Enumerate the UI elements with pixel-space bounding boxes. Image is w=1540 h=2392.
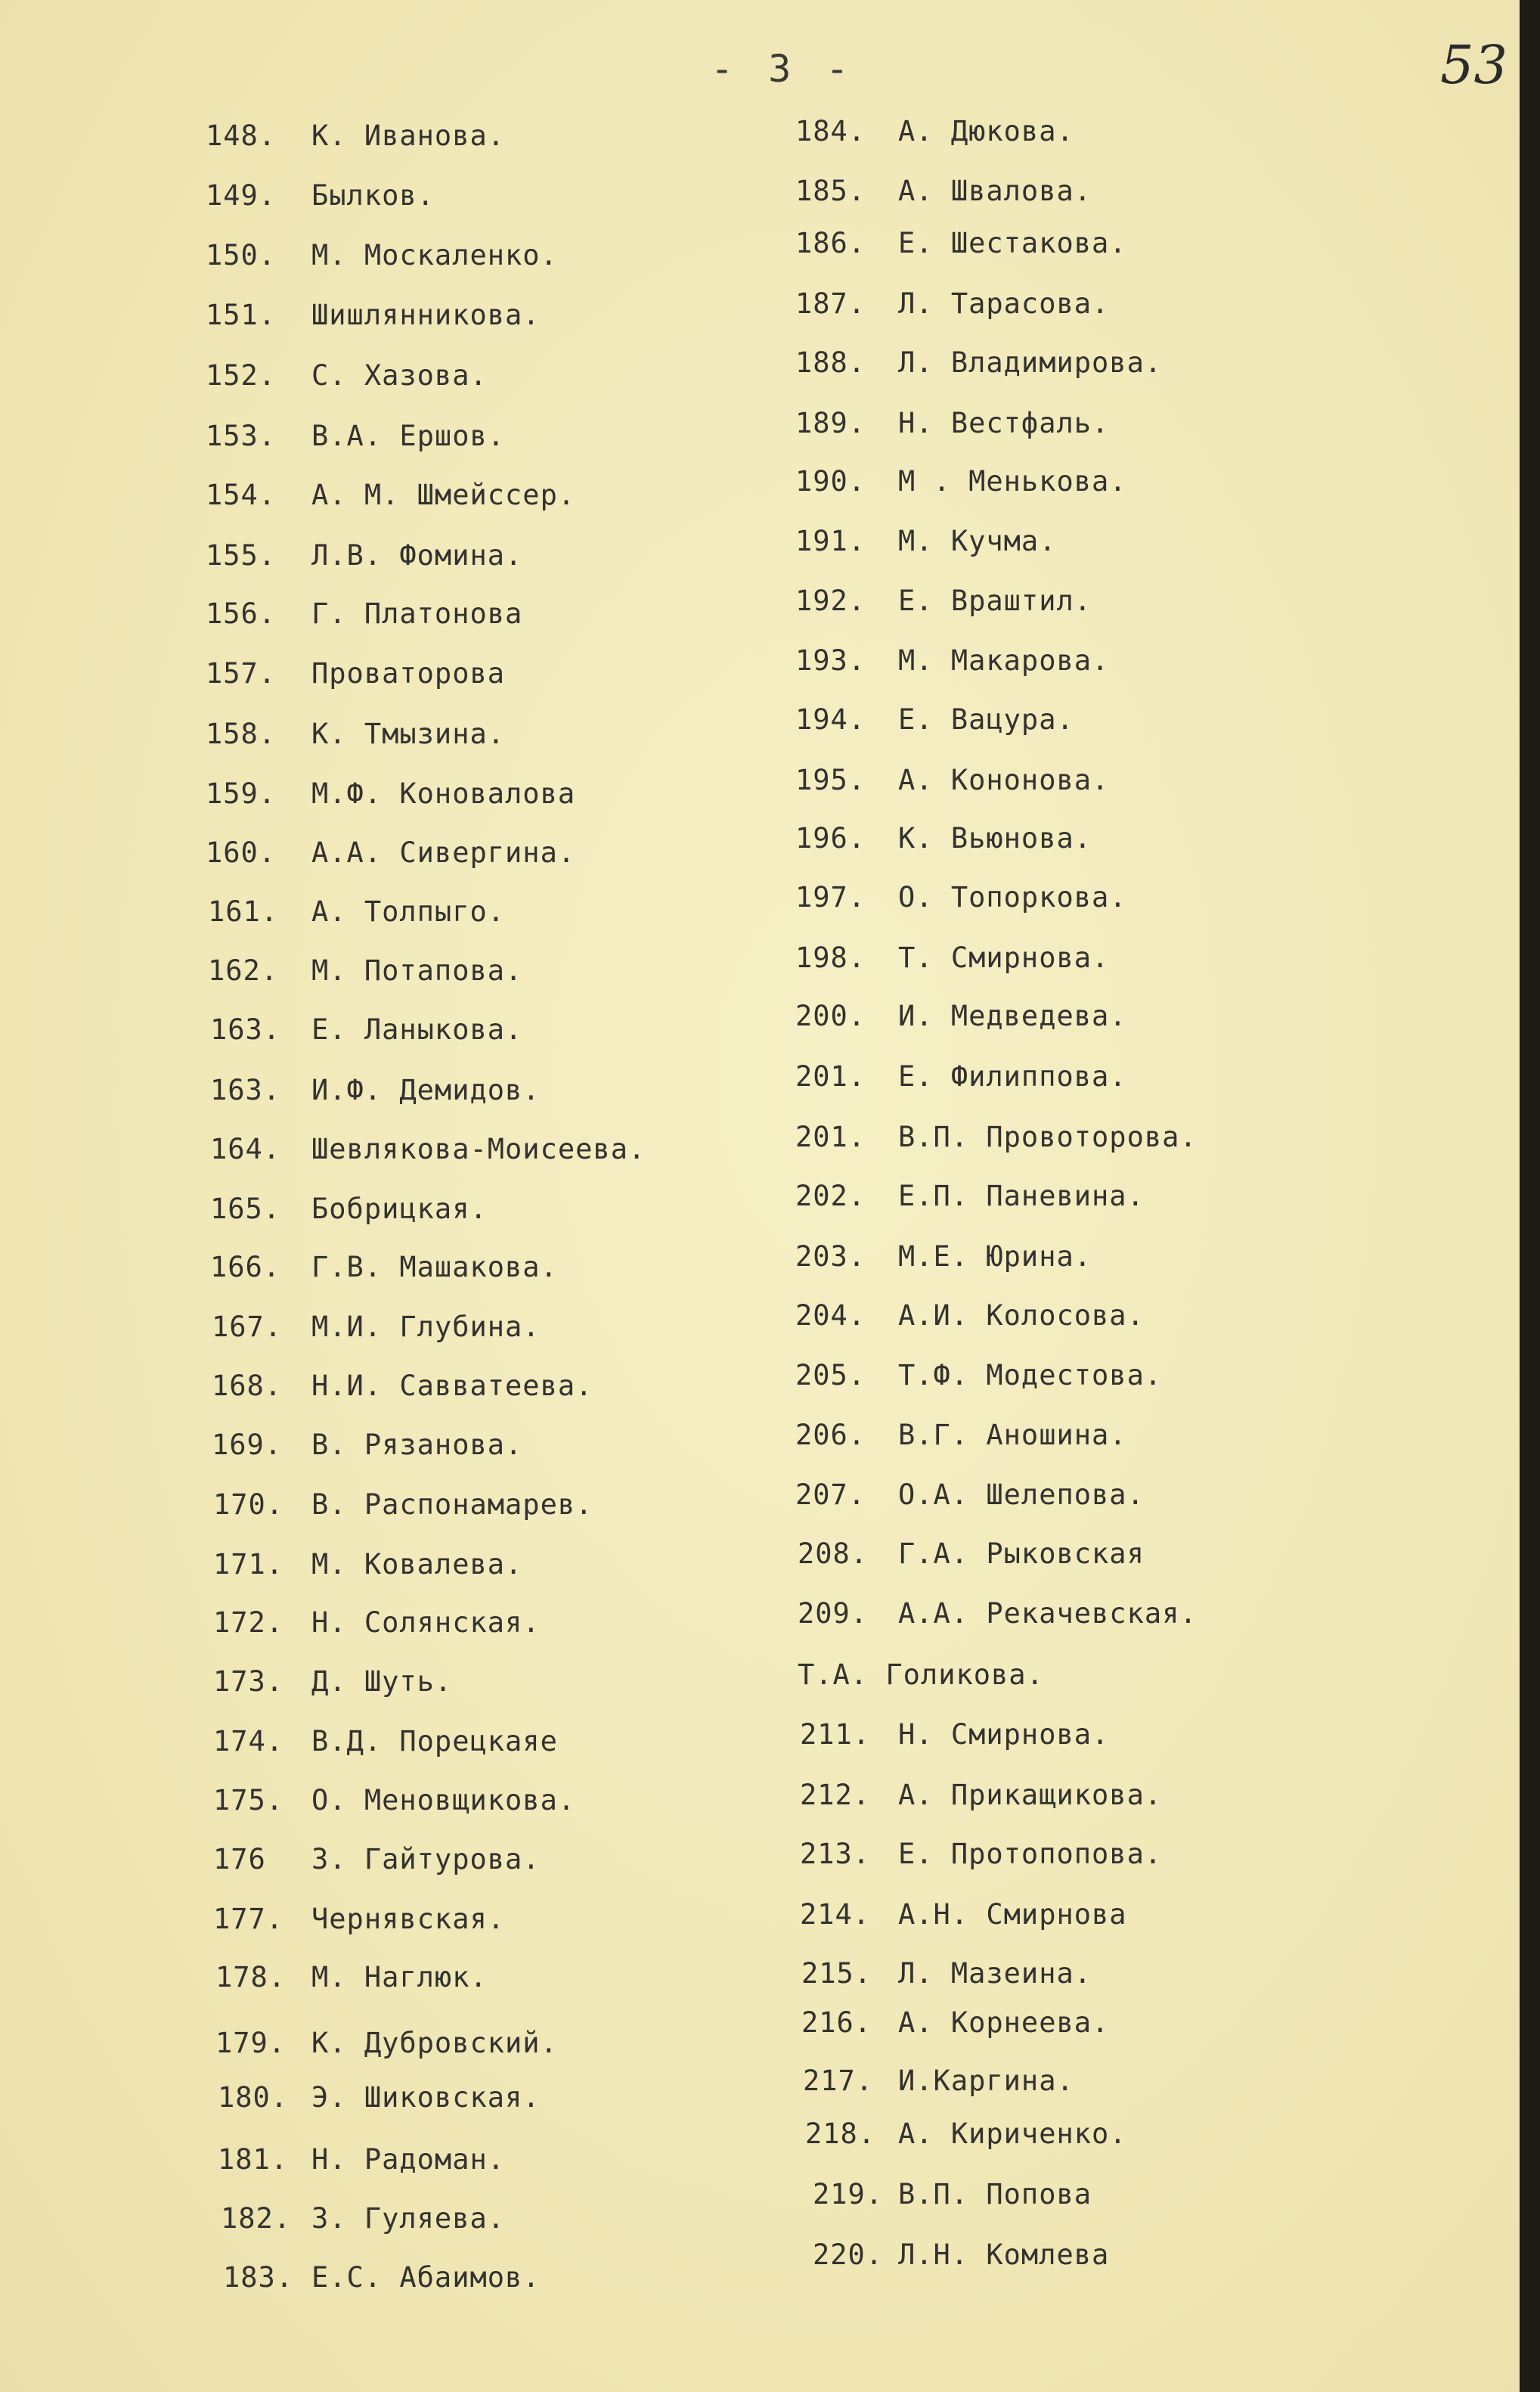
entry-number: 154. bbox=[206, 479, 277, 511]
entry-number: 165. bbox=[210, 1193, 281, 1225]
entry-number: 201. bbox=[795, 1121, 866, 1153]
entry-name: Г.А. Рыковская bbox=[898, 1537, 1145, 1570]
entry-number: 187. bbox=[795, 287, 866, 320]
list-item bbox=[795, 346, 1163, 379]
entry-name: М. Ковалева. bbox=[311, 1548, 523, 1581]
entry-number: 195. bbox=[795, 764, 866, 796]
entry-number: 184. bbox=[795, 115, 866, 147]
entry-number: 168. bbox=[212, 1370, 283, 1402]
entry-name: Э. Шиковская. bbox=[311, 2081, 541, 2114]
entry-number: 170. bbox=[213, 1488, 284, 1521]
entry-number: 161. bbox=[208, 895, 279, 928]
list-item bbox=[210, 1074, 541, 1106]
list-item bbox=[213, 1843, 541, 1875]
list-item bbox=[210, 1013, 523, 1046]
list-item bbox=[218, 2081, 541, 2114]
list-item bbox=[213, 1665, 453, 1698]
list-item bbox=[800, 1838, 1163, 1870]
list-item bbox=[798, 1597, 1198, 1630]
list-item bbox=[210, 1133, 646, 1165]
entry-number: 183. bbox=[223, 2261, 294, 2294]
entry-name: М.Е. Юрина. bbox=[898, 1240, 1092, 1273]
entry-number: 202. bbox=[795, 1180, 866, 1212]
list-item bbox=[213, 1488, 593, 1521]
list-item bbox=[795, 644, 1110, 677]
entry-name: В. Распонамарев. bbox=[311, 1488, 593, 1521]
entry-number: 177. bbox=[213, 1903, 284, 1935]
entry-number: 153. bbox=[206, 420, 277, 452]
list-item bbox=[206, 718, 506, 750]
list-item bbox=[795, 287, 1110, 320]
entry-number: 176 bbox=[213, 1843, 266, 1875]
entry-name: А. Толпыго. bbox=[311, 895, 506, 928]
entry-number: 157. bbox=[206, 657, 277, 690]
list-item bbox=[210, 1193, 488, 1225]
list-item bbox=[212, 1370, 593, 1402]
entry-number: 196. bbox=[795, 822, 866, 855]
entry-number: 211. bbox=[800, 1718, 871, 1751]
entry-number: 178. bbox=[215, 1961, 287, 1993]
entry-name: С. Хазова. bbox=[311, 359, 488, 392]
list-item bbox=[795, 703, 1074, 736]
entry-number: 190. bbox=[795, 465, 866, 498]
list-item bbox=[800, 1779, 1163, 1811]
entry-name: К. Тмызина. bbox=[311, 718, 506, 750]
list-item bbox=[210, 1251, 558, 1283]
list-item bbox=[206, 657, 506, 690]
entry-name: Е. Шестакова. bbox=[898, 227, 1127, 259]
entry-number: 214. bbox=[800, 1898, 871, 1931]
entry-number: 206. bbox=[795, 1419, 866, 1451]
list-item bbox=[795, 942, 1110, 974]
list-item bbox=[213, 1784, 576, 1816]
entry-number: 186. bbox=[795, 227, 866, 259]
entry-name: Е. Вацура. bbox=[898, 703, 1074, 736]
entry-number: 163. bbox=[210, 1074, 281, 1106]
entry-name: Проваторова bbox=[311, 657, 506, 690]
entry-name: Л. Тарасова. bbox=[898, 287, 1110, 320]
list-item bbox=[795, 1000, 1127, 1032]
list-item bbox=[795, 115, 1074, 147]
entry-name: Л.В. Фомина. bbox=[311, 539, 523, 572]
list-item bbox=[795, 881, 1127, 914]
entry-name: Л. Владимирова. bbox=[898, 346, 1163, 379]
entry-name: Н.И. Савватеева. bbox=[311, 1370, 593, 1402]
list-item bbox=[800, 1718, 1110, 1751]
entry-number: 201. bbox=[795, 1060, 866, 1093]
entry-name: Л. Мазеина. bbox=[898, 1957, 1092, 1990]
entry-number: 193. bbox=[795, 644, 866, 677]
list-item bbox=[213, 1725, 558, 1758]
entry-name: Н. Солянская. bbox=[311, 1606, 541, 1639]
entry-name: В.Д. Порецкаяе bbox=[311, 1725, 558, 1758]
entry-name: А.Н. Смирнова bbox=[898, 1898, 1127, 1931]
entry-number: 207. bbox=[795, 1478, 866, 1511]
list-item bbox=[206, 597, 523, 630]
entry-name: З. Гайтурова. bbox=[311, 1843, 541, 1875]
list-item bbox=[206, 836, 576, 869]
entry-name: А. М. Шмейссер. bbox=[311, 479, 576, 511]
entry-name: А.А. Сивергина. bbox=[311, 836, 576, 869]
list-item bbox=[206, 299, 541, 331]
list-item bbox=[215, 1961, 488, 1993]
entry-number: 213. bbox=[800, 1838, 871, 1870]
entry-name: Н. Вестфаль. bbox=[898, 407, 1110, 439]
list-item bbox=[206, 777, 576, 810]
entry-number: 220. bbox=[813, 2238, 884, 2271]
list-item bbox=[206, 179, 435, 212]
entry-number: 205. bbox=[795, 1359, 866, 1391]
entry-number: 162. bbox=[208, 954, 279, 987]
entry-number: 208. bbox=[798, 1537, 869, 1570]
entry-number: 185. bbox=[795, 175, 866, 207]
entry-name: М.И. Глубина. bbox=[311, 1311, 541, 1343]
list-item bbox=[206, 119, 506, 152]
list-item bbox=[206, 539, 523, 572]
entry-name: А.И. Колосова. bbox=[898, 1299, 1145, 1332]
entry-name: М. Макарова. bbox=[898, 644, 1110, 677]
entry-name: Т. Смирнова. bbox=[898, 942, 1110, 974]
entry-name: Шишлянникова. bbox=[311, 299, 541, 331]
list-item bbox=[223, 2261, 541, 2294]
list-item bbox=[795, 1359, 1163, 1391]
entry-name: Н. Радоман. bbox=[311, 2143, 506, 2176]
entry-number: 164. bbox=[210, 1133, 281, 1165]
list-item bbox=[795, 407, 1110, 439]
list-item bbox=[813, 2178, 1092, 2211]
list-item bbox=[795, 1299, 1145, 1332]
list-item bbox=[795, 525, 1057, 557]
list-item bbox=[206, 359, 488, 392]
folio-number: 53 bbox=[1440, 34, 1508, 96]
entry-number: 171. bbox=[213, 1548, 284, 1581]
entry-name: И. Медведева. bbox=[898, 1000, 1127, 1032]
entry-number: 160. bbox=[206, 836, 277, 869]
page-number: - 3 - bbox=[711, 47, 855, 91]
list-item bbox=[795, 1180, 1145, 1212]
list-item bbox=[795, 465, 1127, 498]
entry-name: А. Кононова. bbox=[898, 764, 1110, 796]
entry-number: 218. bbox=[805, 2117, 876, 2150]
list-item bbox=[795, 1478, 1145, 1511]
list-item bbox=[795, 822, 1092, 855]
entry-name: Былков. bbox=[311, 179, 435, 212]
entry-number: 204. bbox=[795, 1299, 866, 1332]
entry-name: М . Менькова. bbox=[898, 465, 1127, 498]
entry-number: 180. bbox=[218, 2081, 289, 2114]
entry-number: 152. bbox=[206, 359, 277, 392]
entry-name: О. Топоркова. bbox=[898, 881, 1127, 914]
entry-name: К. Иванова. bbox=[311, 119, 506, 152]
entry-number: 198. bbox=[795, 942, 866, 974]
list-item bbox=[212, 1311, 541, 1343]
list-item bbox=[206, 239, 558, 271]
entry-number: 169. bbox=[212, 1429, 283, 1461]
list-item bbox=[215, 2027, 558, 2059]
entry-name: А. Кириченко. bbox=[898, 2117, 1127, 2150]
list-item bbox=[221, 2202, 506, 2235]
list-item bbox=[805, 2117, 1127, 2150]
list-item bbox=[212, 1429, 523, 1461]
entry-name: В.Г. Аношина. bbox=[898, 1419, 1127, 1451]
entry-number: 197. bbox=[795, 881, 866, 914]
entry-number: 200. bbox=[795, 1000, 866, 1032]
list-item bbox=[803, 2065, 1074, 2097]
entry-name: Н. Смирнова. bbox=[898, 1718, 1110, 1751]
entry-name: К. Дубровский. bbox=[311, 2027, 558, 2059]
entry-number: 189. bbox=[795, 407, 866, 439]
entry-name: Е. Ланыкова. bbox=[311, 1013, 523, 1046]
entry-number: 219. bbox=[813, 2178, 884, 2211]
entry-name: Т.А. Голикова. bbox=[798, 1658, 1044, 1691]
entry-name: Шевлякова-Моисеева. bbox=[311, 1133, 646, 1165]
entry-name: Т.Ф. Модестова. bbox=[898, 1359, 1163, 1391]
entry-number: 173. bbox=[213, 1665, 284, 1698]
list-item bbox=[795, 764, 1110, 796]
entry-name: З. Гуляева. bbox=[311, 2202, 506, 2235]
entry-number: 216. bbox=[801, 2006, 872, 2039]
list-item bbox=[795, 227, 1127, 259]
entry-name: В.А. Ершов. bbox=[311, 420, 506, 452]
entry-name: О. Меновщикова. bbox=[311, 1784, 576, 1816]
list-item bbox=[800, 1898, 1127, 1931]
entry-number: 158. bbox=[206, 718, 277, 750]
entry-name: А. Прикащикова. bbox=[898, 1779, 1163, 1811]
list-item bbox=[798, 1537, 1145, 1570]
entry-number: 159. bbox=[206, 777, 277, 810]
entry-number: 179. bbox=[215, 2027, 287, 2059]
entry-number: 174. bbox=[213, 1725, 284, 1758]
entry-name: О.А. Шелепова. bbox=[898, 1478, 1145, 1511]
entry-number: 181. bbox=[218, 2143, 289, 2176]
entry-number: 191. bbox=[795, 525, 866, 557]
entry-number: 209. bbox=[798, 1597, 869, 1630]
list-item bbox=[801, 2006, 1110, 2039]
list-item bbox=[213, 1606, 541, 1639]
entry-name: М. Москаленко. bbox=[311, 239, 558, 271]
entry-number: 172. bbox=[213, 1606, 284, 1639]
entry-name: Е. Филиппова. bbox=[898, 1060, 1127, 1093]
entry-number: 155. bbox=[206, 539, 277, 572]
list-item bbox=[213, 1548, 523, 1581]
list-item bbox=[801, 1957, 1092, 1990]
list-item bbox=[795, 585, 1092, 617]
entry-number: 215. bbox=[801, 1957, 872, 1990]
list-item bbox=[213, 1903, 506, 1935]
entry-number: 156. bbox=[206, 597, 277, 630]
entry-name: В.П. Попова bbox=[898, 2178, 1092, 2211]
list-item bbox=[795, 1121, 1198, 1153]
entry-name: Е.С. Абаимов. bbox=[311, 2261, 541, 2294]
entry-name: Е. Враштил. bbox=[898, 585, 1092, 617]
entry-name: В.П. Провоторова. bbox=[898, 1121, 1198, 1153]
entry-name: Чернявская. bbox=[311, 1903, 506, 1935]
entry-name: А. Дюкова. bbox=[898, 115, 1074, 147]
list-item bbox=[218, 2143, 506, 2176]
entry-number: 217. bbox=[803, 2065, 874, 2097]
entry-number: 150. bbox=[206, 239, 277, 271]
list-item bbox=[208, 954, 523, 987]
list-item bbox=[795, 175, 1092, 207]
entry-number: 149. bbox=[206, 179, 277, 212]
entry-number: 203. bbox=[795, 1240, 866, 1273]
entry-number: 212. bbox=[800, 1779, 871, 1811]
entry-name: Д. Шуть. bbox=[311, 1665, 453, 1698]
entry-number: 167. bbox=[212, 1311, 283, 1343]
entry-name: Г. Платонова bbox=[311, 597, 523, 630]
entry-name: Бобрицкая. bbox=[311, 1193, 488, 1225]
entry-name: А. Корнеева. bbox=[898, 2006, 1110, 2039]
list-item bbox=[795, 1419, 1127, 1451]
list-item bbox=[795, 1240, 1092, 1273]
entry-name: М. Кучма. bbox=[898, 525, 1057, 557]
entry-number: 188. bbox=[795, 346, 866, 379]
list-item bbox=[795, 1060, 1127, 1093]
entry-name: И.Ф. Демидов. bbox=[311, 1074, 541, 1106]
entry-name: Г.В. Машакова. bbox=[311, 1251, 558, 1283]
list-item bbox=[813, 2238, 1110, 2271]
entry-name: Л.Н. Комлева bbox=[898, 2238, 1110, 2271]
entry-name: М.Ф. Коновалова bbox=[311, 777, 576, 810]
entry-name: М. Потапова. bbox=[311, 954, 523, 987]
list-item bbox=[208, 895, 506, 928]
entry-name: А.А. Рекачевская. bbox=[898, 1597, 1198, 1630]
entry-number: 166. bbox=[210, 1251, 281, 1283]
entry-number: 148. bbox=[206, 119, 277, 152]
entry-name: М. Наглюк. bbox=[311, 1961, 488, 1993]
entry-number: 163. bbox=[210, 1013, 281, 1046]
entry-number: 175. bbox=[213, 1784, 284, 1816]
list-item bbox=[206, 420, 506, 452]
list-item bbox=[206, 479, 576, 511]
entry-name: Е.П. Паневина. bbox=[898, 1180, 1145, 1212]
entry-number: 194. bbox=[795, 703, 866, 736]
entry-name: К. Вьюнова. bbox=[898, 822, 1092, 855]
entry-name: И.Каргина. bbox=[898, 2065, 1074, 2097]
entry-name: Е. Протопопова. bbox=[898, 1838, 1163, 1870]
entry-name: В. Рязанова. bbox=[311, 1429, 523, 1461]
entry-name: А. Швалова. bbox=[898, 175, 1092, 207]
entry-number: 151. bbox=[206, 299, 277, 331]
entry-number: 182. bbox=[221, 2202, 292, 2235]
entry-number: 192. bbox=[795, 585, 866, 617]
